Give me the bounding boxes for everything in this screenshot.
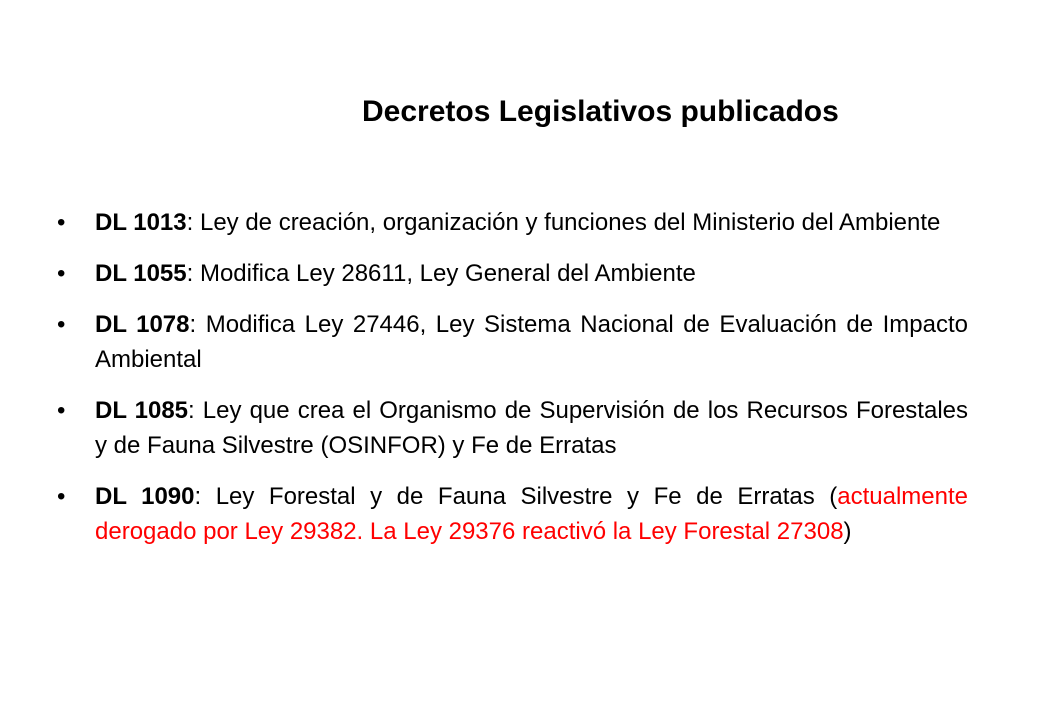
decree-code: DL 1013 bbox=[95, 209, 187, 236]
decree-separator: : bbox=[189, 311, 197, 338]
decree-description: Modifica Ley 28611, Ley General del Ambiente bbox=[193, 260, 696, 287]
bullet-icon: • bbox=[57, 209, 66, 236]
decree-separator: : bbox=[186, 209, 194, 236]
decree-code: DL 1090 bbox=[95, 483, 195, 510]
list-item-dl-1055 bbox=[57, 256, 968, 291]
decree-code: DL 1078 bbox=[95, 311, 190, 338]
list-item-dl-1085 bbox=[57, 393, 968, 463]
decree-description: Ley que crea el Organismo de Supervisión de los Recursos Forestales y de Fauna Silvestre (OSINFOR) y Fe de Erratas bbox=[95, 397, 968, 459]
decree-description: Ley Forestal y de Fauna Silvestre y Fe de Erratas ( bbox=[201, 483, 838, 510]
bullet-icon: • bbox=[57, 483, 66, 510]
decree-closing: ) bbox=[843, 518, 852, 545]
decree-code: DL 1085 bbox=[95, 397, 189, 424]
decree-separator: : bbox=[186, 260, 194, 287]
decree-note: actualmente derogado por Ley 29382. La Ley 29376 reactivó la Ley Forestal 27308 bbox=[95, 483, 968, 545]
decree-list bbox=[57, 205, 968, 565]
decree-description: Ley de creación, organización y funciones del Ministerio del Ambiente bbox=[193, 209, 941, 236]
slide-title: Decretos Legislativos publicados bbox=[362, 95, 839, 128]
decree-code: DL 1055 bbox=[95, 260, 187, 287]
bullet-icon: • bbox=[57, 397, 66, 424]
list-item-dl-1078 bbox=[57, 307, 968, 377]
decree-separator: : bbox=[194, 483, 202, 510]
decree-separator: : bbox=[188, 397, 195, 424]
list-item-dl-1090 bbox=[57, 479, 968, 549]
bullet-icon: • bbox=[57, 260, 66, 287]
bullet-icon: • bbox=[57, 311, 66, 338]
list-item-dl-1013 bbox=[57, 205, 968, 240]
decree-description: Modifica Ley 27446, Ley Sistema Nacional de Evaluación de Impacto Ambiental bbox=[95, 311, 968, 373]
